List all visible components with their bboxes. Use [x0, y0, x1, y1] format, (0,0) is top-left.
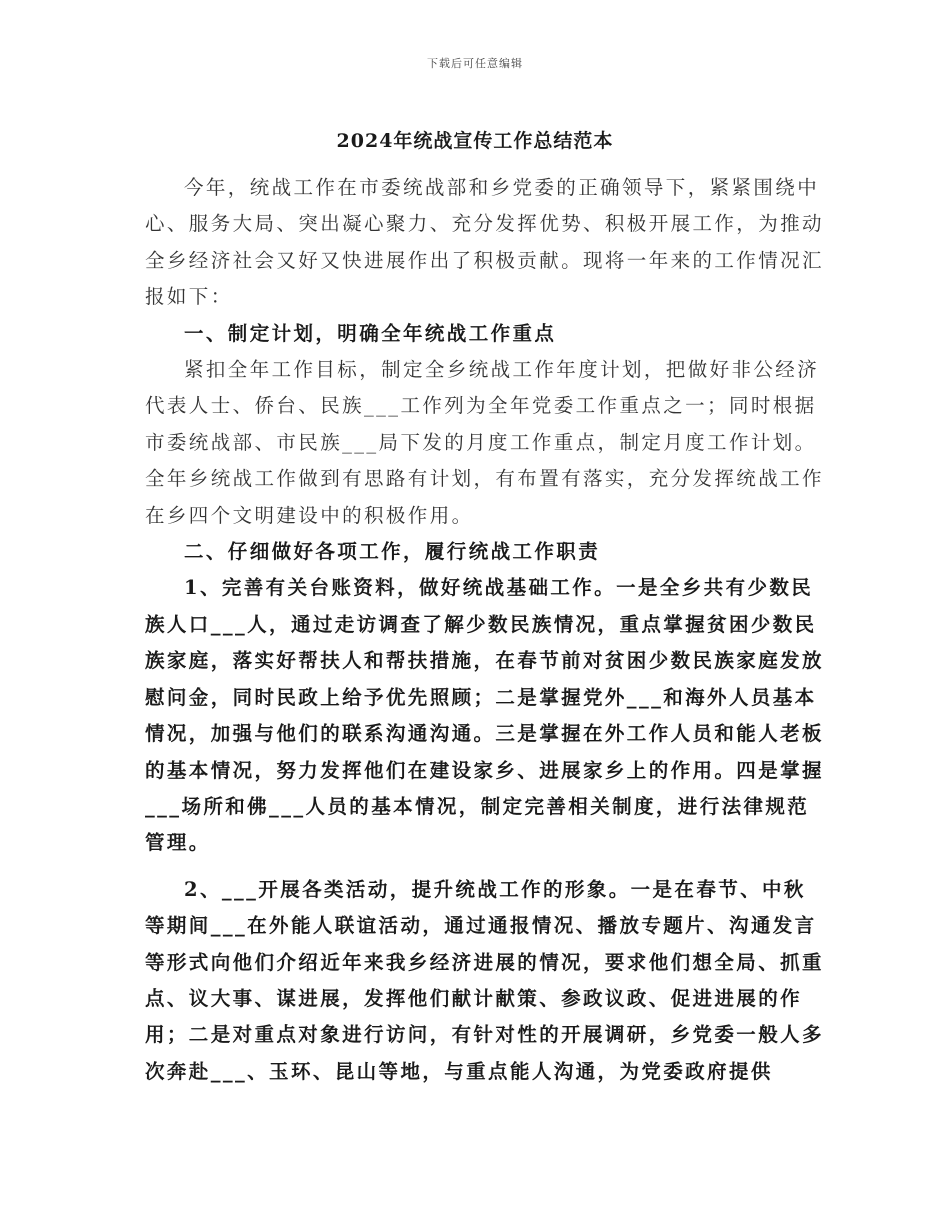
item-1-paragraph: 1、完善有关台账资料，做好统战基础工作。一是全乡共有少数民族人口___人，通过走访调查了解少数民族情况，重点掌握贫困少数民族家庭，落实好帮扶人和帮扶措施，在春节前对贫困少数民族家庭发放慰问金，同时民政上给予优先照顾；二是掌握党外___和海外人员基本情况，加强与他们的联系沟通沟通。三是掌握在外工作人员和能人老板的基本情况，努力发挥他们在建设家乡、进展家乡上的作用。四是掌握___场所和佛___人员的基本情况，制定完善相关制度，进行法律规范管理。 — [145, 576, 824, 855]
intro-paragraph: 今年，统战工作在市委统战部和乡党委的正确领导下，紧紧围绕中心、服务大局、突出凝心聚力、充分发挥优势、积极开展工作，为推动全乡经济社会又好又快进展作出了积极贡献。现将一年来的工作情况汇报如下： — [145, 176, 824, 309]
section-heading-1: 一、制定计划，明确全年统战工作重点 — [184, 321, 557, 345]
section-1-paragraph: 紧扣全年工作目标，制定全乡统战工作年度计划，把做好非公经济代表人士、侨台、民族___工作列为全年党委工作重点之一；同时根据市委统战部、市民族___局下发的月度工作重点，制定月度工作计划。全年乡统战工作做到有思路有计划，有布置有落实，充分发挥统战工作在乡四个文明建设中的积极作用。 — [145, 358, 824, 527]
document-body — [145, 170, 825, 1090]
item-2-paragraph: 2、___开展各类活动，提升统战工作的形象。一是在春节、中秋等期间___在外能人联谊活动，通过通报情况、播放专题片、沟通发言等形式向他们介绍近年来我乡经济进展的情况，要求他们想全局、抓重点、议大事、谋进展，发挥他们献计献策、参政议政、促进进展的作用；二是对重点对象进行访问，有针对性的开展调研，乡党委一般人多次奔赴___、玉环、昆山等地，与重点能人沟通，为党委政府提供 — [145, 877, 824, 1083]
document-title: 2024年统战宣传工作总结范本 — [336, 130, 614, 152]
paragraph-gap — [145, 862, 825, 872]
page-header-note: 下载后可任意编辑 — [427, 57, 523, 70]
section-heading-2: 二、仔细做好各项工作，履行统战工作职责 — [184, 540, 601, 564]
